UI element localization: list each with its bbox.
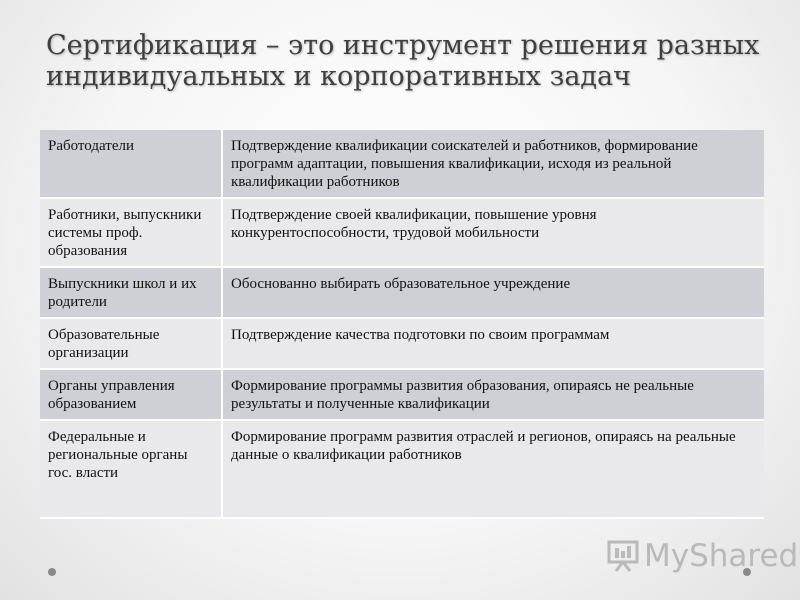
table-row [40,319,764,370]
stakeholder-cell: Органы управления образованием [40,370,223,419]
purpose-cell: Подтверждение своей квалификации, повышение уровня конкурентоспособности, трудовой мобильности [231,207,597,241]
stakeholder-cell: Работодатели [40,130,223,197]
presentation-board-icon [606,539,640,573]
table-row [40,421,764,519]
purpose-cell: Обоснованно выбирать образовательное учреждение [231,276,571,292]
table-row [40,370,764,421]
purpose-cell: Подтверждение качества подготовки по своим программам [231,327,610,343]
bullet-dot-left [48,568,56,576]
stakeholder-cell: Образовательные организации [40,319,223,368]
table-row [40,130,764,199]
myshared-logo [606,538,798,574]
purpose-cell: Формирование программ развития отраслей и регионов, опираясь на реальные данные о квалификации работников [231,429,736,463]
table-row [40,268,764,319]
stakeholder-cell: Выпускники школ и их родители [40,268,223,317]
slide-title: Сертификация – это инструмент решения разных индивидуальных и корпоративных задач [46,30,760,92]
purpose-cell: Подтверждение квалификации соискателей и работников, формирование программ адаптации, повышения квалификации, исходя из реальной квалификации работников [231,138,698,190]
logo-text: MyShared [644,538,799,574]
purpose-cell: Формирование программы развития образования, опираясь не реальные результаты и полученные квалификации [231,378,694,412]
certification-table [40,130,764,519]
stakeholder-cell: Федеральные и региональные органы гос. власти [40,421,223,517]
table-row [40,199,764,268]
stakeholder-cell: Работники, выпускники системы проф. образования [40,199,223,266]
